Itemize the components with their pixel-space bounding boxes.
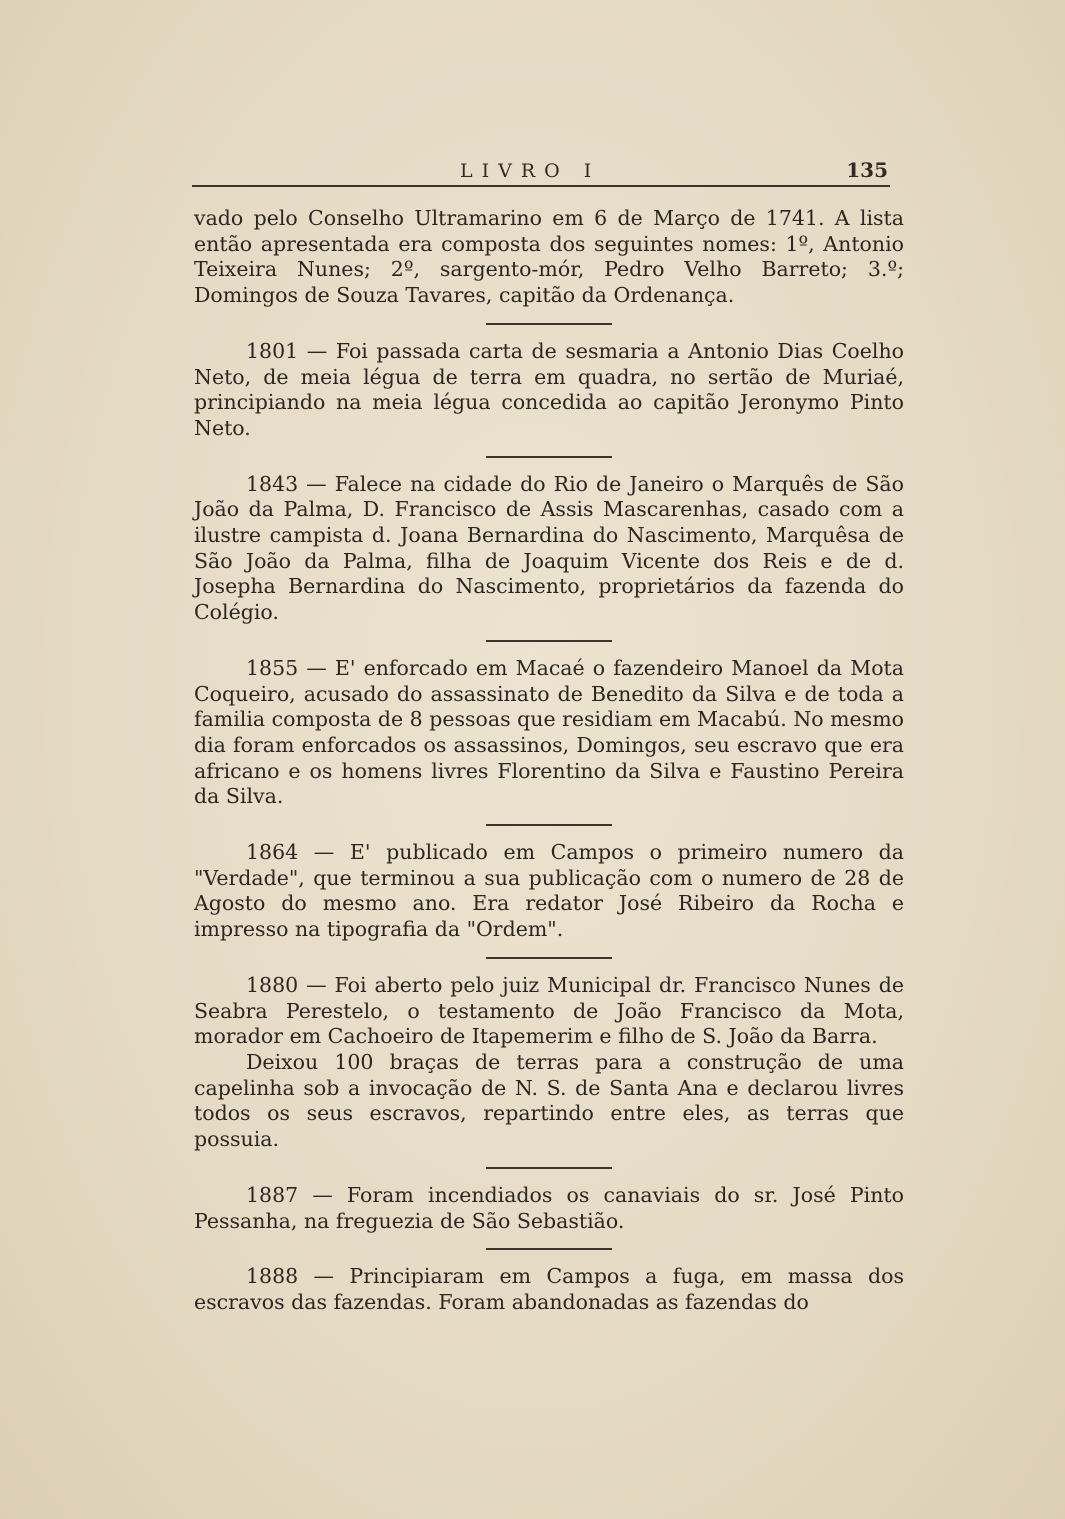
entry-continuation: vado pelo Conselho Ultramarino em 6 de Março de 1741. A lista então apresentada era composta dos seguintes nomes: 1º, Antonio Teixeira Nunes; 2º, sargento-mór, Pedro Velho Barreto; 3.º; Domingos de Souza Tavares, capitão da Ordenança. bbox=[194, 206, 904, 308]
page-header bbox=[192, 158, 892, 188]
entry-1880: 1880 — Foi aberto pelo juiz Municipal dr. Francisco Nunes de Seabra Perestelo, o testamento de João Francisco da Mota, morador em Cachoeiro de Itapemerim e filho de S. João da Barra. bbox=[194, 972, 904, 1049]
entry-1855: 1855 — E' enforcado em Macaé o fazendeiro Manoel da Mota Coqueiro, acusado do assassinato de Benedito da Silva e de toda a familia composta de 8 pessoas que residiam em Macabú. No mesmo dia foram enforcados os assassinos, Domingos, seu escravo que era africano e os homens livres Florentino da Silva e Faustino Pereira da Silva. bbox=[194, 655, 904, 809]
entry-1843: 1843 — Falece na cidade do Rio de Janeiro o Marquês de São João da Palma, D. Francisco de Assis Mascarenhas, casado com a ilustre campista d. Joana Bernardina do Nascimento, Marquêsa de São João da Palma, filha de Joaquim Vicente dos Reis e de d. Josepha Bernardina do Nascimento, proprietários da fazenda do Colégio. bbox=[194, 471, 904, 625]
entry-separator bbox=[486, 824, 612, 826]
entry-separator bbox=[486, 456, 612, 458]
entry-separator bbox=[486, 323, 612, 325]
page-body bbox=[194, 206, 904, 1316]
entry-1864: 1864 — E' publicado em Campos o primeiro numero da "Verdade", que terminou a sua publicação com o numero de 28 de Agosto do mesmo ano. Era redator José Ribeiro da Rocha e impresso na tipografia da "Ordem". bbox=[194, 840, 904, 942]
entry-separator bbox=[486, 1248, 612, 1250]
entry-1880-continued: Deixou 100 braças de terras para a construção de uma capelinha sob a invocação de N. S. de Santa Ana e declarou livres todos os seus escravos, repartindo entre eles, as terras que possuia. bbox=[194, 1049, 904, 1152]
header-rule bbox=[192, 185, 890, 187]
running-title: LIVRO I bbox=[460, 160, 601, 182]
entry-1887: 1887 — Foram incendiados os canaviais do sr. José Pinto Pessanha, na freguezia de São Sebastião. bbox=[194, 1182, 904, 1233]
entry-separator bbox=[486, 640, 612, 642]
entry-separator bbox=[486, 1167, 612, 1169]
entry-1801: 1801 — Foi passada carta de sesmaria a Antonio Dias Coelho Neto, de meia légua de terra em quadra, no sertão de Muriaé, principiando na meia légua concedida ao capitão Jeronymo Pinto Neto. bbox=[194, 338, 904, 440]
entry-separator bbox=[486, 957, 612, 959]
page-number: 135 bbox=[846, 158, 888, 182]
entry-1888: 1888 — Principiaram em Campos a fuga, em massa dos escravos das fazendas. Foram abandonadas as fazendas do bbox=[194, 1264, 904, 1314]
